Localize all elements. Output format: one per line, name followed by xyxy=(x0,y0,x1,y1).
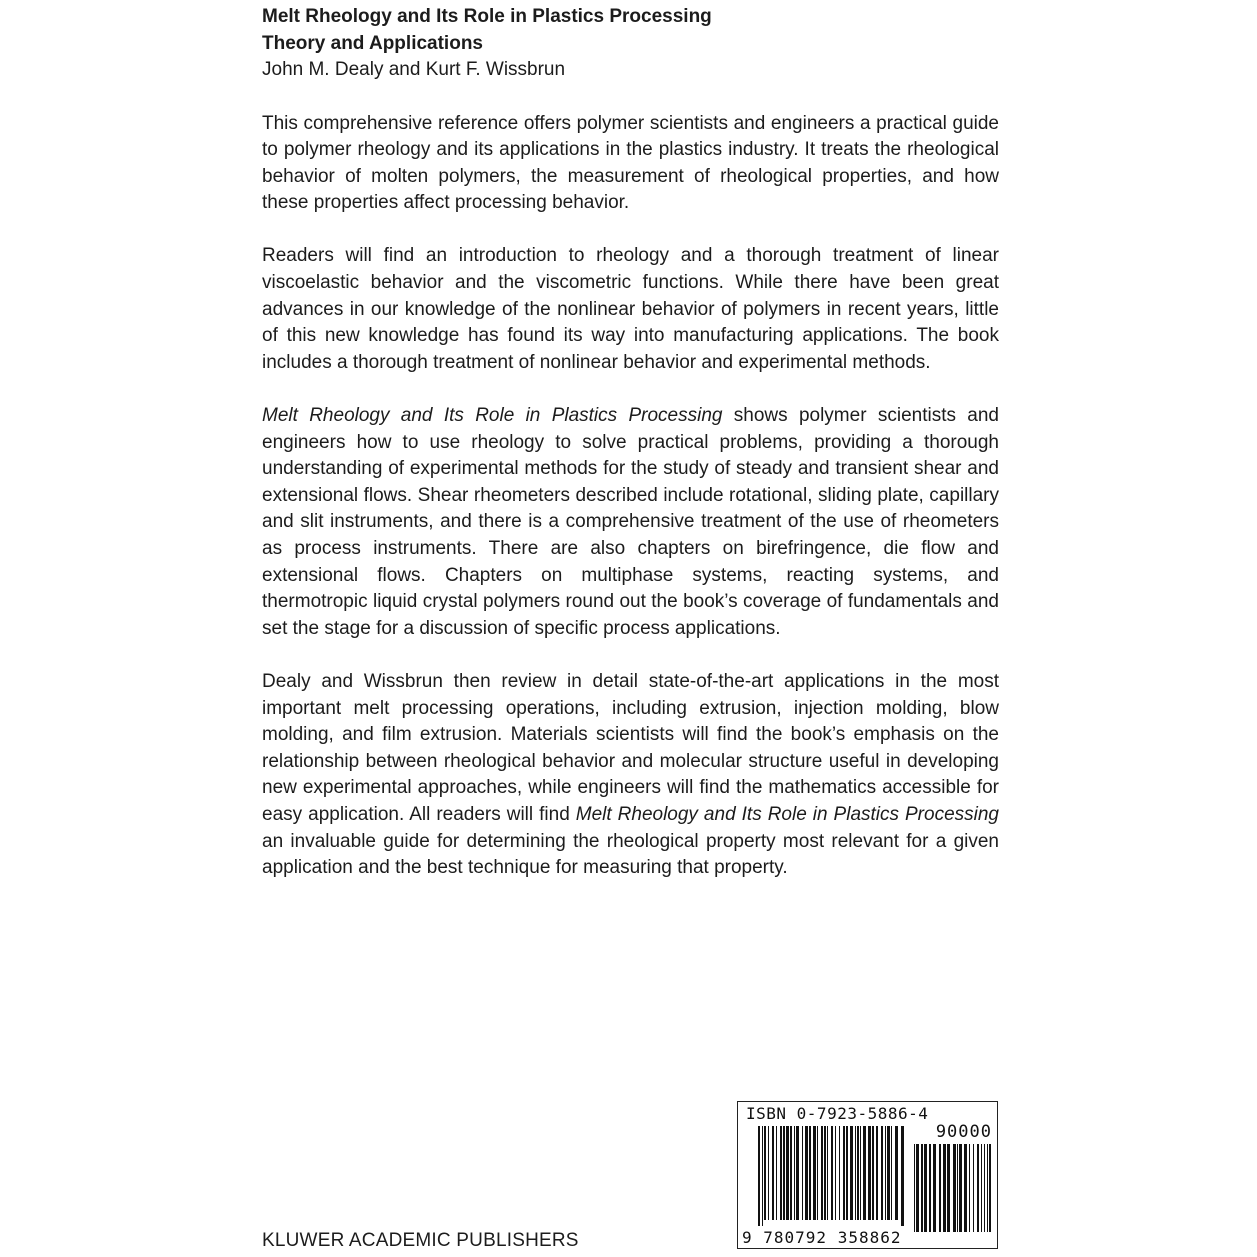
paragraph-3-text: shows polymer scientists and engineers how to use rheology to solve practical problems, providing a thorough understanding of experimental methods for the study of steady and transient shear and extensional flows. Shear rheometers described include rotational, sliding plate, capillary and slit instruments, and there is a comprehensive treatment of the use of rheometers as process instruments. There are also chapters on birefringence, die flow and extensional flows. Chapters on multiphase systems, reacting systems, and thermotropic liquid crystal polymers round out the book’s coverage of fundamentals and set the stage for a discussion of specific process applications. xyxy=(262,405,999,639)
isbn-barcode xyxy=(737,1101,998,1249)
book-title: Melt Rheology and Its Role in Plastics Processing xyxy=(262,6,712,27)
isbn-label: ISBN 0-7923-5886-4 xyxy=(746,1104,929,1123)
book-title-italic-2: Melt Rheology and Its Role in Plastics Processing xyxy=(575,803,1000,825)
description-paragraph-1: This comprehensive reference offers polymer scientists and engineers a practical guide to polymer rheology and its applications in the plastics industry. It treats the rheological behavior of molten polymers, the measurement of rheological properties, and how these properties affect processing behavior. xyxy=(262,112,999,214)
book-title-italic: Melt Rheology and Its Role in Plastics Processing xyxy=(262,405,723,427)
price-addon-code: 90000 xyxy=(935,1122,992,1142)
book-authors: John M. Dealy and Kurt F. Wissbrun xyxy=(262,59,566,80)
back-cover-text xyxy=(262,4,999,908)
book-subtitle: Theory and Applications xyxy=(262,32,483,54)
addon-barcode-bars xyxy=(914,1144,991,1232)
paragraph-4-text-end: an invaluable guide for determining the rheological property most relevant for a given application and the best technique for measuring that property. xyxy=(262,830,999,879)
description-paragraph-3 xyxy=(262,403,999,642)
description-paragraph-4 xyxy=(262,669,999,882)
ean-digits: 9 780792 358862 xyxy=(742,1228,902,1247)
paragraph-4-text-start: Dealy and Wissbrun then review in detail state-of-the-art applications in the most important melt processing operations, including extrusion, injection molding, blow molding, and film extrusion. Materials scientists will find the book’s emphasis on the relationship between rheological behavior and molecular structure useful in developing new experimental approaches, while engineers will find the mathematics accessible for easy application. All readers will find xyxy=(262,670,999,825)
main-barcode-bars xyxy=(758,1126,904,1226)
publisher-name: KLUWER ACADEMIC PUBLISHERS xyxy=(262,1230,579,1251)
description-paragraph-2: Readers will find an introduction to rheology and a thorough treatment of linear viscoelastic behavior and the viscometric functions. While there have been great advances in our knowledge of the nonlinear behavior of polymers in recent years, little of this new knowledge has found its way into manufacturing applications. The book includes a thorough treatment of nonlinear behavior and experimental methods. xyxy=(262,245,999,373)
